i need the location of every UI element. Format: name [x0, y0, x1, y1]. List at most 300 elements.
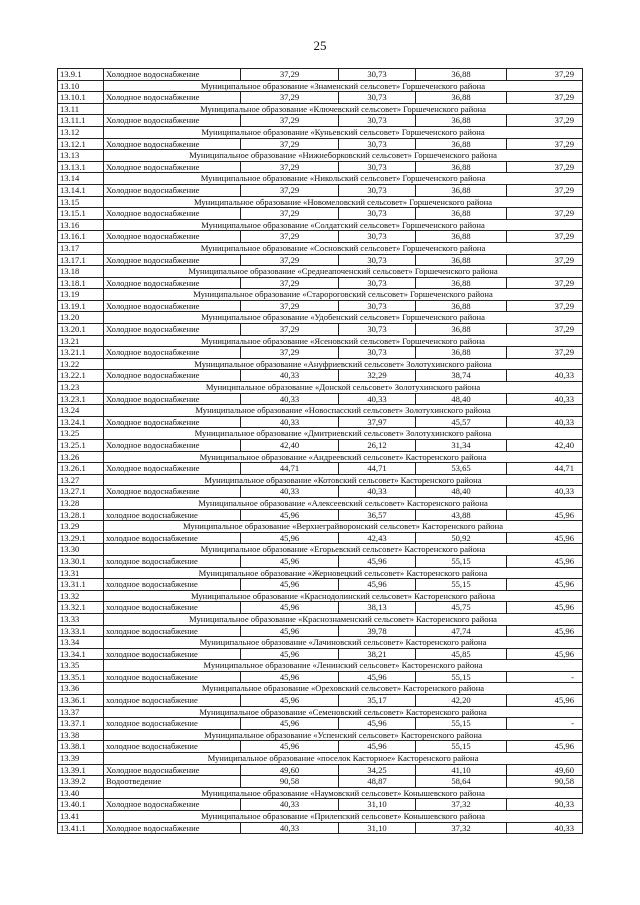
table-row: [58, 138, 583, 150]
tariff-value-1: 45,96: [241, 718, 339, 730]
tariff-value-1: 90,58: [241, 776, 339, 788]
municipality-title: Муниципальное образование «Семеновский сельсовет» Касторенского района: [104, 706, 583, 718]
tariff-value-1: 49,60: [241, 764, 339, 776]
service-name: Холодное водоснабжение: [104, 324, 241, 336]
row-number: 13.38: [58, 729, 104, 741]
municipality-row: [58, 706, 583, 718]
tariff-value-4: 42,40: [507, 440, 583, 452]
tariff-value-1: 45,96: [241, 695, 339, 707]
row-number: 13.26.1: [58, 463, 104, 475]
municipality-title: Муниципальное образование «Краснознаменский сельсовет» Касторенского района: [104, 613, 583, 625]
tariff-value-4: 37,29: [507, 300, 583, 312]
tariff-value-1: 37,29: [241, 184, 339, 196]
tariff-value-3: 55,15: [416, 741, 507, 753]
table-row: [58, 509, 583, 521]
table-row: [58, 602, 583, 614]
tariff-value-2: 45,96: [339, 579, 416, 591]
row-number: 13.36.1: [58, 695, 104, 707]
table-row: [58, 695, 583, 707]
row-number: 13.17.1: [58, 254, 104, 266]
municipality-row: [58, 335, 583, 347]
municipality-title: Муниципальное образование «Старороговский сельсовет» Горшеченского района: [104, 289, 583, 301]
tariff-value-4: 45,96: [507, 532, 583, 544]
tariff-value-3: 58,64: [416, 776, 507, 788]
municipality-row: [58, 544, 583, 556]
row-number: 13.16: [58, 219, 104, 231]
tariff-value-2: 30,73: [339, 231, 416, 243]
service-name: Холодное водоснабжение: [104, 393, 241, 405]
municipality-title: Муниципальное образование «Верхнеграйворонский сельсовет» Касторенского района: [104, 521, 583, 533]
tariff-value-4: 40,33: [507, 370, 583, 382]
tariff-value-2: 30,73: [339, 208, 416, 220]
tariff-value-2: 30,73: [339, 254, 416, 266]
table-row: [58, 416, 583, 428]
tariff-value-3: 55,15: [416, 555, 507, 567]
service-name: холодное водоснабжение: [104, 671, 241, 683]
service-name: Водоотведение: [104, 776, 241, 788]
service-name: холодное водоснабжение: [104, 532, 241, 544]
municipality-row: [58, 590, 583, 602]
tariff-value-1: 37,29: [241, 115, 339, 127]
tariff-value-3: 36,88: [416, 347, 507, 359]
tariff-value-1: 37,29: [241, 277, 339, 289]
municipality-title: Муниципальное образование «поселок Касторное» Касторенского района: [104, 753, 583, 765]
tariff-value-4: 40,33: [507, 486, 583, 498]
table-row: [58, 671, 583, 683]
municipality-row: [58, 567, 583, 579]
row-number: 13.15.1: [58, 208, 104, 220]
table-row: [58, 324, 583, 336]
tariff-value-3: 45,85: [416, 648, 507, 660]
tariff-value-1: 40,33: [241, 370, 339, 382]
service-name: Холодное водоснабжение: [104, 254, 241, 266]
row-number: 13.19: [58, 289, 104, 301]
tariff-value-2: 34,25: [339, 764, 416, 776]
table-row: [58, 776, 583, 788]
municipality-row: [58, 312, 583, 324]
tariff-value-3: 53,65: [416, 463, 507, 475]
municipality-row: [58, 80, 583, 92]
tariff-value-3: 38,74: [416, 370, 507, 382]
municipality-row: [58, 637, 583, 649]
row-number: 13.17: [58, 242, 104, 254]
service-name: Холодное водоснабжение: [104, 208, 241, 220]
tariff-value-1: 37,29: [241, 254, 339, 266]
row-number: 13.10.1: [58, 92, 104, 104]
municipality-title: Муниципальное образование «Ленинский сельсовет» Касторенского района: [104, 660, 583, 672]
row-number: 13.40.1: [58, 799, 104, 811]
tariff-value-4: 40,33: [507, 799, 583, 811]
municipality-title: Муниципальное образование «Лачиновский сельсовет» Касторенского района: [104, 637, 583, 649]
row-number: 13.23: [58, 382, 104, 394]
tariff-value-2: 32,29: [339, 370, 416, 382]
tariff-value-1: 45,96: [241, 602, 339, 614]
tariff-value-3: 36,88: [416, 138, 507, 150]
municipality-row: [58, 451, 583, 463]
row-number: 13.38.1: [58, 741, 104, 753]
municipality-title: Муниципальное образование «Егорьевский сельсовет» Касторенского района: [104, 544, 583, 556]
service-name: холодное водоснабжение: [104, 625, 241, 637]
tariff-value-3: 43,88: [416, 509, 507, 521]
tariff-value-1: 44,71: [241, 463, 339, 475]
municipality-row: [58, 103, 583, 115]
table-row: [58, 486, 583, 498]
tariff-value-1: 40,33: [241, 393, 339, 405]
table-row: [58, 393, 583, 405]
tariff-value-2: 36,57: [339, 509, 416, 521]
municipality-title: Муниципальное образование «Нижнеборковский сельсовет» Горшеченского района: [104, 150, 583, 162]
tariff-value-3: 45,75: [416, 602, 507, 614]
tariff-value-2: 40,33: [339, 393, 416, 405]
row-number: 13.25.1: [58, 440, 104, 452]
row-number: 13.14: [58, 173, 104, 185]
row-number: 13.23.1: [58, 393, 104, 405]
row-number: 13.35.1: [58, 671, 104, 683]
municipality-title: Муниципальное образование «Куньевский сельсовет» Горшеченского района: [104, 126, 583, 138]
tariff-table-body: [58, 69, 583, 834]
row-number: 13.33: [58, 613, 104, 625]
table-row: [58, 463, 583, 475]
row-number: 13.11.1: [58, 115, 104, 127]
municipality-title: Муниципальное образование «Знаменский сельсовет» Горшеченского района: [104, 80, 583, 92]
service-name: Холодное водоснабжение: [104, 138, 241, 150]
row-number: 13.13: [58, 150, 104, 162]
tariff-value-4: 37,29: [507, 208, 583, 220]
tariff-value-1: 37,29: [241, 300, 339, 312]
tariff-value-1: 37,29: [241, 69, 339, 81]
service-name: холодное водоснабжение: [104, 579, 241, 591]
tariff-value-2: 39,78: [339, 625, 416, 637]
table-row: [58, 532, 583, 544]
municipality-row: [58, 150, 583, 162]
municipality-row: [58, 660, 583, 672]
tariff-value-1: 45,96: [241, 741, 339, 753]
row-number: 13.39: [58, 753, 104, 765]
municipality-title: Муниципальное образование «Донской сельсовет» Золотухинского района: [104, 382, 583, 394]
table-row: [58, 764, 583, 776]
tariff-value-2: 26,12: [339, 440, 416, 452]
tariff-value-1: 45,96: [241, 509, 339, 521]
table-row: [58, 741, 583, 753]
row-number: 13.30.1: [58, 555, 104, 567]
table-row: [58, 161, 583, 173]
row-number: 13.39.2: [58, 776, 104, 788]
service-name: Холодное водоснабжение: [104, 440, 241, 452]
tariff-value-2: 30,73: [339, 161, 416, 173]
row-number: 13.12: [58, 126, 104, 138]
municipality-row: [58, 196, 583, 208]
tariff-value-4: 37,29: [507, 231, 583, 243]
municipality-title: Муниципальное образование «Ануфриевский сельсовет» Золотухинского района: [104, 358, 583, 370]
tariff-value-1: 45,96: [241, 579, 339, 591]
tariff-value-4: 37,29: [507, 115, 583, 127]
service-name: холодное водоснабжение: [104, 509, 241, 521]
table-row: [58, 208, 583, 220]
row-number: 13.29: [58, 521, 104, 533]
tariff-value-1: 45,96: [241, 532, 339, 544]
service-name: Холодное водоснабжение: [104, 486, 241, 498]
row-number: 13.33.1: [58, 625, 104, 637]
row-number: 13.30: [58, 544, 104, 556]
tariff-value-2: 30,73: [339, 92, 416, 104]
tariff-value-3: 36,88: [416, 69, 507, 81]
tariff-value-4: 37,29: [507, 254, 583, 266]
tariff-value-4: 45,96: [507, 509, 583, 521]
service-name: холодное водоснабжение: [104, 695, 241, 707]
tariff-value-2: 38,13: [339, 602, 416, 614]
tariff-value-3: 36,88: [416, 324, 507, 336]
row-number: 13.32.1: [58, 602, 104, 614]
table-row: [58, 370, 583, 382]
tariff-value-3: 41,10: [416, 764, 507, 776]
tariff-value-1: 40,33: [241, 416, 339, 428]
tariff-value-3: 50,92: [416, 532, 507, 544]
row-number: 13.39.1: [58, 764, 104, 776]
tariff-value-4: 45,96: [507, 555, 583, 567]
tariff-value-4: 44,71: [507, 463, 583, 475]
table-row: [58, 718, 583, 730]
row-number: 13.41: [58, 811, 104, 823]
service-name: холодное водоснабжение: [104, 718, 241, 730]
row-number: 13.16.1: [58, 231, 104, 243]
table-row: [58, 254, 583, 266]
tariff-value-2: 45,96: [339, 718, 416, 730]
tariff-value-3: 36,88: [416, 161, 507, 173]
tariff-value-4: -: [507, 671, 583, 683]
tariff-value-3: 36,88: [416, 184, 507, 196]
tariff-value-2: 31,10: [339, 822, 416, 834]
service-name: Холодное водоснабжение: [104, 161, 241, 173]
row-number: 13.18.1: [58, 277, 104, 289]
municipality-title: Муниципальное образование «Среднеапоченский сельсовет» Горшеченского района: [104, 266, 583, 278]
service-name: холодное водоснабжение: [104, 741, 241, 753]
tariff-value-2: 30,73: [339, 184, 416, 196]
municipality-row: [58, 382, 583, 394]
tariff-value-3: 42,20: [416, 695, 507, 707]
service-name: Холодное водоснабжение: [104, 231, 241, 243]
service-name: Холодное водоснабжение: [104, 799, 241, 811]
tariff-value-2: 48,87: [339, 776, 416, 788]
row-number: 13.36: [58, 683, 104, 695]
table-row: [58, 277, 583, 289]
municipality-title: Муниципальное образование «Новоспасский сельсовет» Золотухинского района: [104, 405, 583, 417]
table-row: [58, 799, 583, 811]
municipality-row: [58, 242, 583, 254]
municipality-title: Муниципальное образование «Успенский сельсовет» Касторенского района: [104, 729, 583, 741]
tariff-value-1: 40,33: [241, 822, 339, 834]
tariff-table: [57, 68, 583, 834]
row-number: 13.21.1: [58, 347, 104, 359]
tariff-value-4: 37,29: [507, 161, 583, 173]
tariff-value-2: 30,73: [339, 300, 416, 312]
municipality-title: Муниципальное образование «Наумовский сельсовет» Конышевского района: [104, 787, 583, 799]
service-name: Холодное водоснабжение: [104, 92, 241, 104]
municipality-row: [58, 428, 583, 440]
municipality-title: Муниципальное образование «Дмитриевский сельсовет» Золотухинского района: [104, 428, 583, 440]
row-number: 13.21: [58, 335, 104, 347]
row-number: 13.11: [58, 103, 104, 115]
table-row: [58, 115, 583, 127]
service-name: холодное водоснабжение: [104, 648, 241, 660]
row-number: 13.24.1: [58, 416, 104, 428]
tariff-value-3: 37,32: [416, 822, 507, 834]
service-name: Холодное водоснабжение: [104, 347, 241, 359]
tariff-value-3: 47,74: [416, 625, 507, 637]
municipality-row: [58, 173, 583, 185]
tariff-value-4: 40,33: [507, 822, 583, 834]
municipality-row: [58, 787, 583, 799]
municipality-row: [58, 405, 583, 417]
tariff-value-4: 45,96: [507, 602, 583, 614]
tariff-value-2: 38,21: [339, 648, 416, 660]
table-row: [58, 300, 583, 312]
table-row: [58, 184, 583, 196]
municipality-title: Муниципальное образование «Удобенский сельсовет» Горшеченского района: [104, 312, 583, 324]
tariff-value-3: 55,15: [416, 671, 507, 683]
tariff-value-1: 45,96: [241, 671, 339, 683]
municipality-row: [58, 729, 583, 741]
row-number: 13.28: [58, 497, 104, 509]
tariff-value-1: 40,33: [241, 799, 339, 811]
municipality-row: [58, 289, 583, 301]
municipality-title: Муниципальное образование «Котовский сельсовет» Касторенского района: [104, 474, 583, 486]
tariff-value-2: 40,33: [339, 486, 416, 498]
tariff-value-2: 45,96: [339, 671, 416, 683]
row-number: 13.35: [58, 660, 104, 672]
row-number: 13.20: [58, 312, 104, 324]
row-number: 13.27: [58, 474, 104, 486]
service-name: Холодное водоснабжение: [104, 69, 241, 81]
tariff-value-3: 36,88: [416, 115, 507, 127]
tariff-value-3: 31,34: [416, 440, 507, 452]
service-name: Холодное водоснабжение: [104, 463, 241, 475]
tariff-value-2: 45,96: [339, 555, 416, 567]
municipality-row: [58, 474, 583, 486]
municipality-title: Муниципальное образование «Солдатский сельсовет» Горшеченского района: [104, 219, 583, 231]
tariff-value-4: 40,33: [507, 416, 583, 428]
tariff-value-3: 36,88: [416, 208, 507, 220]
row-number: 13.40: [58, 787, 104, 799]
tariff-value-2: 30,73: [339, 347, 416, 359]
tariff-value-1: 42,40: [241, 440, 339, 452]
municipality-row: [58, 219, 583, 231]
row-number: 13.13.1: [58, 161, 104, 173]
municipality-title: Муниципальное образование «Жерновецкий сельсовет» Касторенского района: [104, 567, 583, 579]
tariff-value-4: 90,58: [507, 776, 583, 788]
tariff-value-2: 45,96: [339, 741, 416, 753]
service-name: холодное водоснабжение: [104, 555, 241, 567]
row-number: 13.34.1: [58, 648, 104, 660]
row-number: 13.27.1: [58, 486, 104, 498]
row-number: 13.26: [58, 451, 104, 463]
tariff-value-1: 37,29: [241, 161, 339, 173]
tariff-value-4: 40,33: [507, 393, 583, 405]
municipality-title: Муниципальное образование «Ясеновский сельсовет» Горшеченского района: [104, 335, 583, 347]
municipality-row: [58, 266, 583, 278]
service-name: Холодное водоснабжение: [104, 115, 241, 127]
tariff-value-2: 30,73: [339, 69, 416, 81]
municipality-row: [58, 683, 583, 695]
table-row: [58, 625, 583, 637]
tariff-value-1: 37,29: [241, 324, 339, 336]
row-number: 13.34: [58, 637, 104, 649]
tariff-value-1: 37,29: [241, 138, 339, 150]
row-number: 13.18: [58, 266, 104, 278]
service-name: Холодное водоснабжение: [104, 277, 241, 289]
tariff-value-2: 42,43: [339, 532, 416, 544]
tariff-value-1: 37,29: [241, 208, 339, 220]
tariff-value-4: 37,29: [507, 347, 583, 359]
table-row: [58, 579, 583, 591]
row-number: 13.10: [58, 80, 104, 92]
municipality-title: Муниципальное образование «Никольский сельсовет» Горшеченского района: [104, 173, 583, 185]
table-row: [58, 69, 583, 81]
service-name: холодное водоснабжение: [104, 602, 241, 614]
table-row: [58, 440, 583, 452]
municipality-title: Муниципальное образование «Прилепский сельсовет» Конышевского района: [104, 811, 583, 823]
tariff-value-1: 45,96: [241, 648, 339, 660]
tariff-value-4: 45,96: [507, 695, 583, 707]
municipality-title: Муниципальное образование «Краснодолинский сельсовет» Касторенского района: [104, 590, 583, 602]
tariff-value-3: 37,32: [416, 799, 507, 811]
row-number: 13.24: [58, 405, 104, 417]
municipality-row: [58, 613, 583, 625]
tariff-value-2: 37,97: [339, 416, 416, 428]
service-name: Холодное водоснабжение: [104, 370, 241, 382]
tariff-value-3: 36,88: [416, 300, 507, 312]
municipality-row: [58, 753, 583, 765]
tariff-value-3: 36,88: [416, 277, 507, 289]
row-number: 13.32: [58, 590, 104, 602]
tariff-value-3: 45,57: [416, 416, 507, 428]
service-name: Холодное водоснабжение: [104, 300, 241, 312]
row-number: 13.37.1: [58, 718, 104, 730]
tariff-value-2: 35,17: [339, 695, 416, 707]
service-name: Холодное водоснабжение: [104, 416, 241, 428]
row-number: 13.41.1: [58, 822, 104, 834]
table-row: [58, 822, 583, 834]
tariff-value-4: 45,96: [507, 741, 583, 753]
municipality-row: [58, 126, 583, 138]
table-row: [58, 555, 583, 567]
municipality-title: Муниципальное образование «Алексеевский сельсовет» Касторенского района: [104, 497, 583, 509]
tariff-value-4: 49,60: [507, 764, 583, 776]
row-number: 13.20.1: [58, 324, 104, 336]
tariff-value-3: 36,88: [416, 231, 507, 243]
tariff-value-1: 40,33: [241, 486, 339, 498]
row-number: 13.14.1: [58, 184, 104, 196]
tariff-value-4: 37,29: [507, 184, 583, 196]
tariff-value-1: 45,96: [241, 625, 339, 637]
row-number: 13.19.1: [58, 300, 104, 312]
tariff-value-4: 37,29: [507, 92, 583, 104]
tariff-value-2: 31,10: [339, 799, 416, 811]
tariff-value-4: 37,29: [507, 69, 583, 81]
row-number: 13.22.1: [58, 370, 104, 382]
tariff-value-2: 30,73: [339, 324, 416, 336]
municipality-title: Муниципальное образование «Сосновский сельсовет» Горшеченского района: [104, 242, 583, 254]
tariff-value-2: 44,71: [339, 463, 416, 475]
tariff-value-4: 45,96: [507, 648, 583, 660]
table-row: [58, 648, 583, 660]
table-row: [58, 92, 583, 104]
municipality-title: Муниципальное образование «Новомеловский сельсовет» Горшеченского района: [104, 196, 583, 208]
tariff-value-4: 37,29: [507, 324, 583, 336]
row-number: 13.9.1: [58, 69, 104, 81]
tariff-value-3: 48,40: [416, 393, 507, 405]
table-row: [58, 347, 583, 359]
municipality-row: [58, 811, 583, 823]
